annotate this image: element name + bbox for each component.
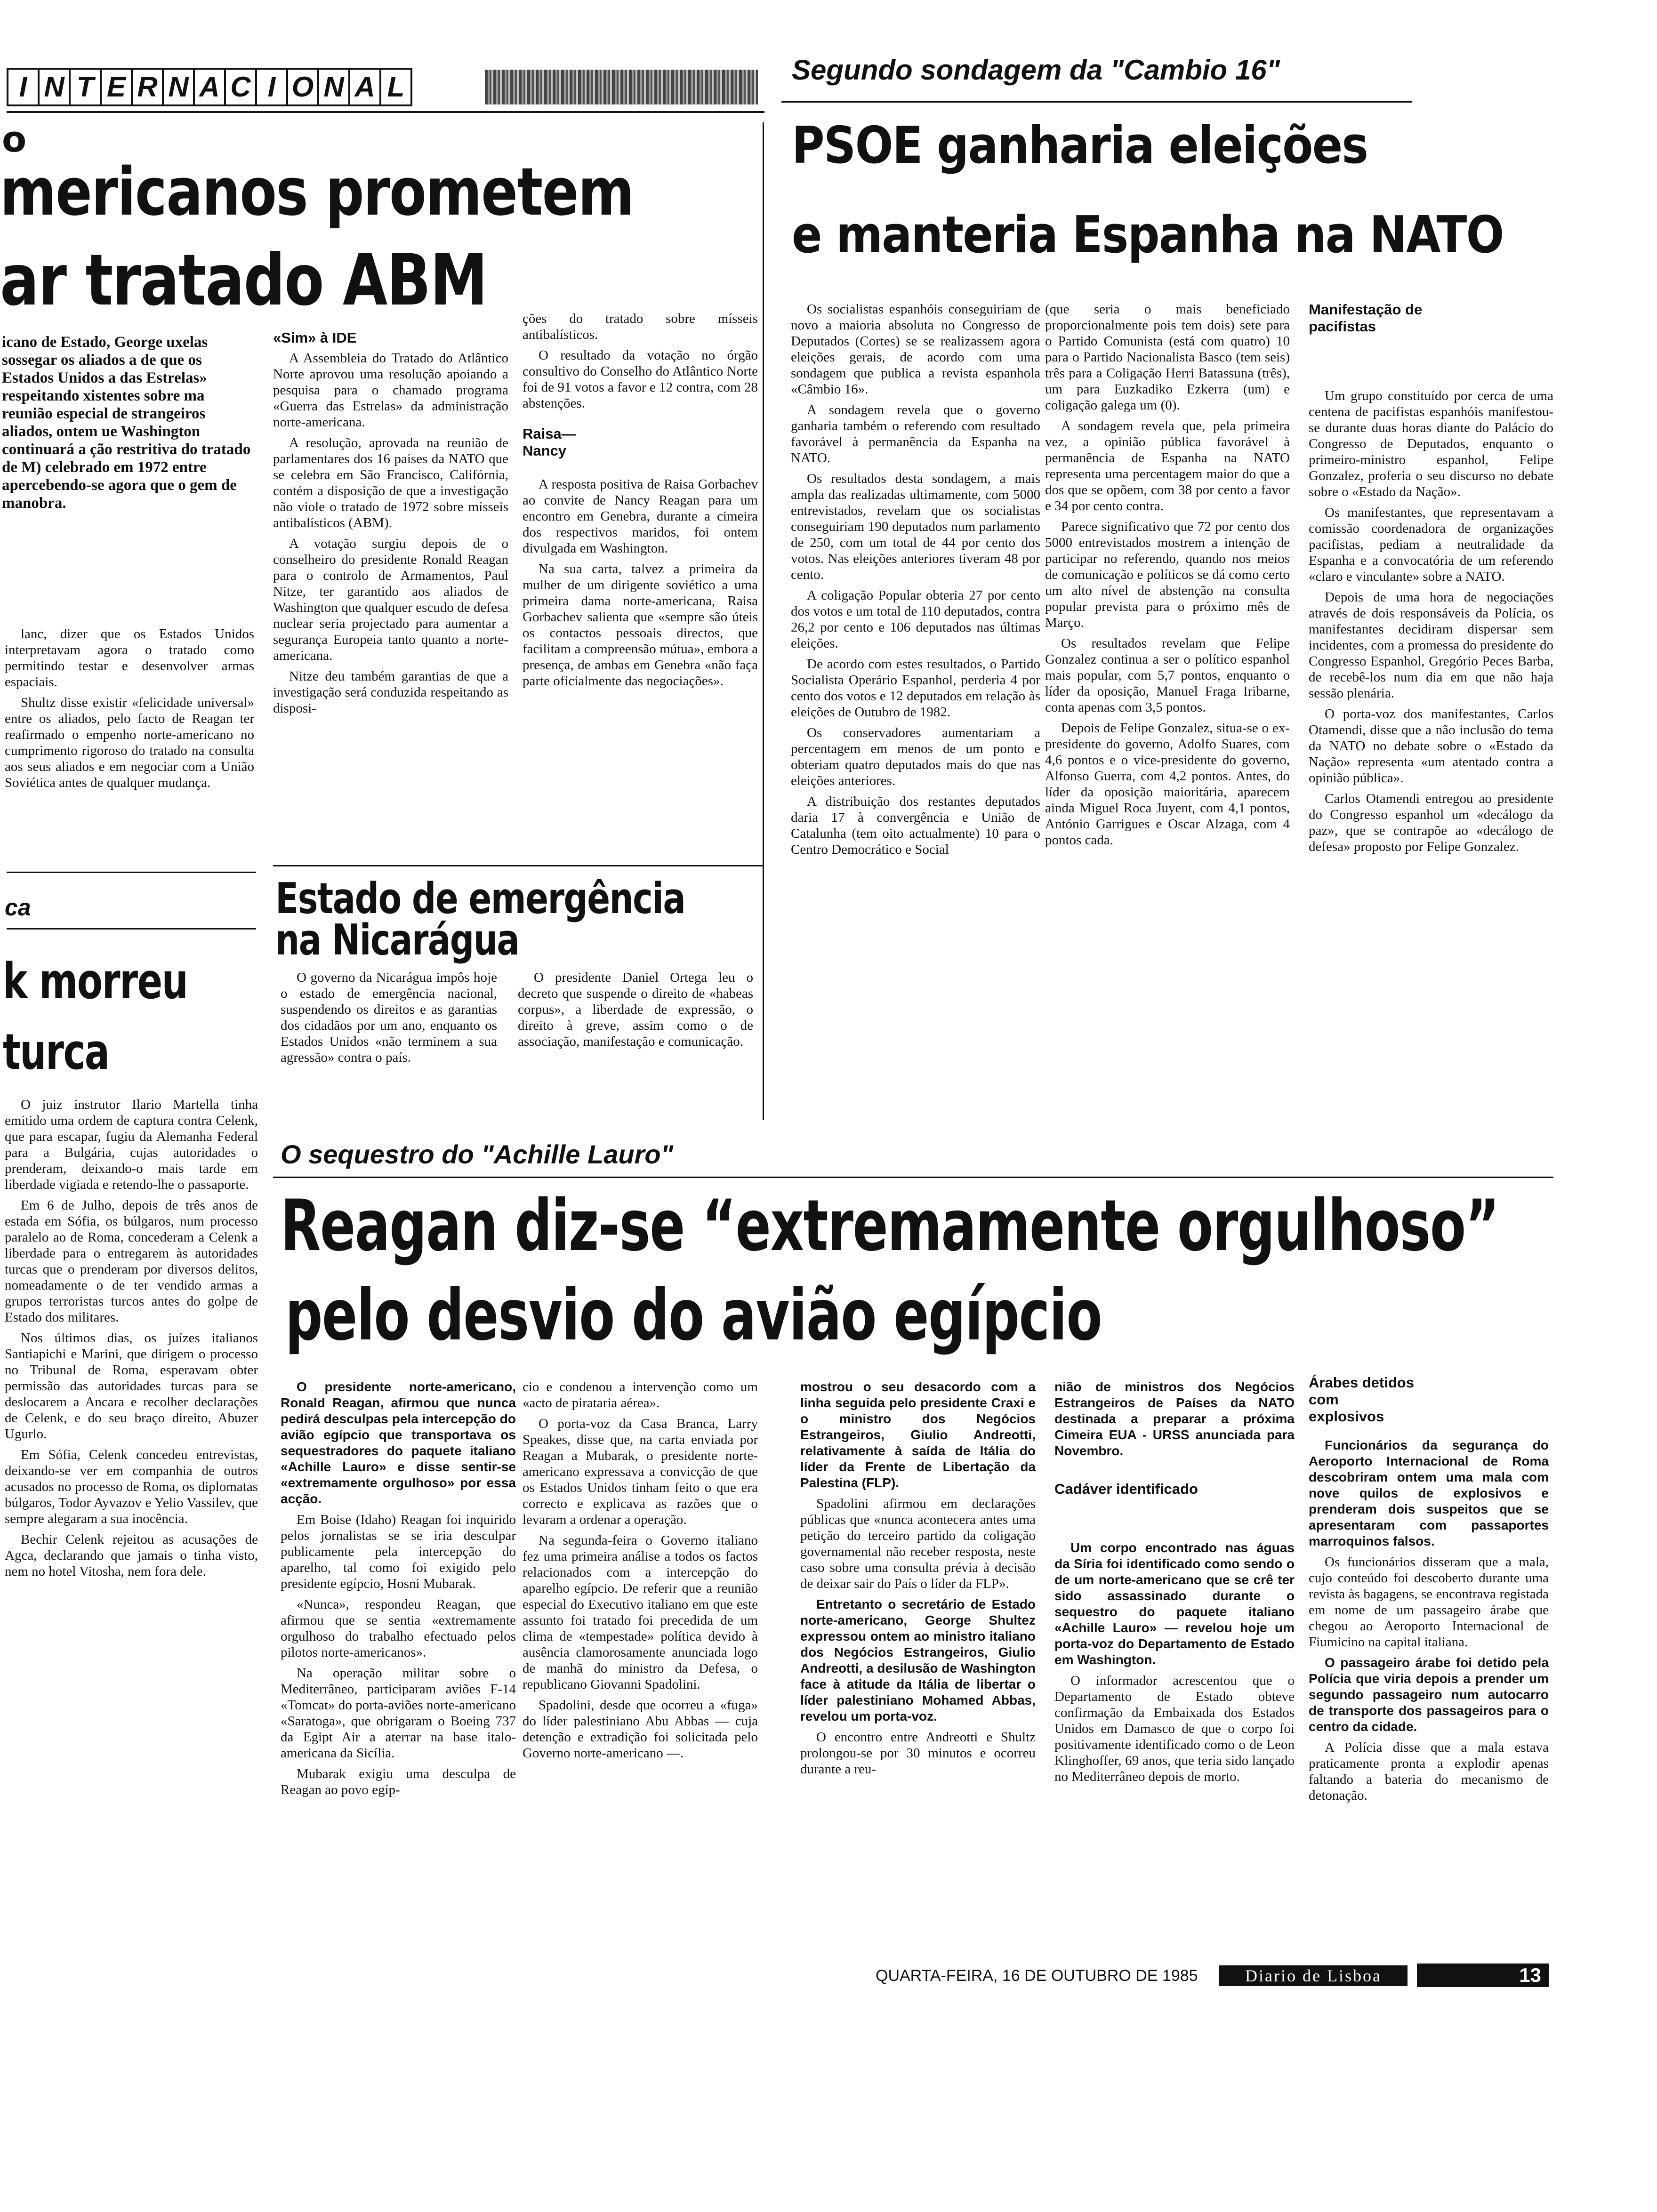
nicaragua-headline-line2: na Nicarágua bbox=[275, 915, 519, 965]
agca-rule bbox=[7, 872, 256, 873]
paragraph: Os funcionários disseram que a mala, cujo conteúdo foi descoberto durante uma revista às bagagens, se encontrava registada em nome de um passageiro árabe que chegou ao Aeroporto Internacional de Fiumicino na capital italiana. bbox=[1309, 1555, 1549, 1650]
paragraph: Os socialistas espanhóis conseguiriam de novo a maioria absoluta no Congresso de Deputados (Cortes) se se realizassem agora eleições gerais, de acordo com uma sondagem que publica a revista espanhola «Câmbio 16». bbox=[791, 302, 1040, 397]
abm-headline-line2: ar tratado ABM bbox=[0, 240, 487, 321]
paragraph: nião de ministros dos Negócios Estrangeiros de Países da NATO destinada a preparar a próxima Cimeira EUA - URSS anunciada para Novembro. bbox=[1054, 1379, 1295, 1458]
section-rule bbox=[7, 111, 764, 113]
psoe-rule bbox=[781, 101, 1412, 103]
paragraph: De acordo com estes resultados, o Partido Socialista Operário Espanhol, perderia 4 por cento dos votos e 12 deputados em relação às eleições de Outubro de 1982. bbox=[791, 657, 1040, 720]
paragraph: A sondagem revela que o governo ganharia também o referendo com resultado favorável à permanência da Espanha na NATO. bbox=[791, 402, 1040, 465]
footer-page-number: 13 bbox=[1417, 1964, 1549, 1987]
paragraph: Em Boise (Idaho) Reagan foi inquirido pelos jornalistas se se iria desculpar publicamente pela intercepção do aparelho, tal como foi exigido pelo presidente egípcio, Hosni Mubarak. bbox=[281, 1512, 516, 1591]
agca-body bbox=[5, 1097, 258, 1584]
paragraph: Carlos Otamendi entregou ao presidente do Congresso espanhol um «decálogo da paz», que se contrapõe ao «decálogo de defesa» proposto por Felipe Gonzalez. bbox=[1309, 791, 1553, 854]
subhead: Cadáver identificado bbox=[1054, 1481, 1198, 1497]
section-letter: I bbox=[7, 68, 40, 106]
abm-headline-line1: mericanos prometem bbox=[0, 154, 634, 231]
column-rule bbox=[763, 122, 764, 1120]
paragraph: Um corpo encontrado nas águas da Síria foi identificado como sendo o de um norte-americano que se crê ter sido assassinado durante o sequestro do paquete italiano «Achille Lauro» — revelou hoje um porta-voz do Departamento de Estado em Washington. bbox=[1054, 1540, 1295, 1667]
abm-col3 bbox=[523, 311, 758, 694]
paragraph: (que seria o mais beneficiado proporcionalmente pois tem dois) sete para o Partido Comunista (está com quatro) 10 para o Partido Nacionalista Basco (tem seis) três para a Coligação Herri Batassuna (três), um para Euzkadiko Ezkerra (um) e coligação galega um (0). bbox=[1045, 302, 1290, 413]
lauro-col2 bbox=[523, 1379, 758, 1766]
footer-date: QUARTA-FEIRA, 16 DE OUTUBRO DE 1985 bbox=[876, 1967, 1198, 1985]
section-letter: O bbox=[286, 68, 319, 106]
nicaragua-col1 bbox=[281, 970, 497, 1070]
paragraph: Shultz disse existir «felicidade universal» entre os aliados, pelo facto de Reagan ter reafirmado o empenho norte-americano no cumprimento rigoroso do tratado na consulta aos seus aliados e em negociar com a União Soviética antes de qualquer mudança. bbox=[5, 695, 254, 790]
paragraph: Em 6 de Julho, depois de três anos de estada em Sófia, os búlgaros, num processo paralelo ao de Roma, concederam a Celenk a liberdade para o entregarem às autoridades turcas que o prenderam por diversos delitos, nomeadamente o de ter vendido armas a grupos terroristas turcos antes do golpe de Estado dos militares. bbox=[5, 1198, 258, 1325]
nicaragua-col2 bbox=[518, 970, 753, 1054]
section-letter: R bbox=[131, 68, 164, 106]
paragraph: mostrou o seu desacordo com a linha seguida pelo presidente Craxi e o ministro dos Negócios Estrangeiros, Giulio Andreotti, relativamente à saída de Itália do líder da Frente de Libertação da Palestina (FLP). bbox=[800, 1379, 1036, 1490]
paragraph: Um grupo constituído por cerca de uma centena de pacifistas espanhóis manifestou-se durante duas horas diante do Palácio do Congresso de Deputados, enquanto o primeiro-ministro espanhol, Felipe Gonzalez, proferia o seu discurso no debate sobre o «Estado da Nação». bbox=[1309, 388, 1553, 499]
section-letter: N bbox=[38, 68, 71, 106]
paragraph: O encontro entre Andreotti e Shultz prolongou-se por 30 minutos e ocorreu durante a reu- bbox=[800, 1730, 1036, 1777]
psoe-col1 bbox=[791, 301, 1040, 862]
section-letter: N bbox=[162, 68, 195, 106]
paragraph: O resultado da votação no órgão consultivo do Conselho do Atlântico Norte foi de 91 votos a favor e 12 contra, com 28 abstenções. bbox=[523, 348, 758, 411]
paragraph: A sondagem revela que, pela primeira vez, a opinião pública favorável à permanência de Espanha na NATO representa uma percentagem maior do que a dos que se opõem, com 38 por cento a favor e 34 por cento contra. bbox=[1045, 418, 1290, 513]
paragraph: O porta-voz da Casa Branca, Larry Speakes, disse que, na carta enviada por Reagan a Mubarak, o presidente norte-americano expressava a convicção de que os Estados Unidos tinham feito o que era correcto e explicava as razões que o levaram a ordenar a operação. bbox=[523, 1416, 758, 1527]
paragraph: Depois de Felipe Gonzalez, situa-se o ex-presidente do governo, Adolfo Suares, com 4,6 pontos e o vice-presidente do governo, Alfonso Guerra, com 4,2 pontos. Antes, do líder da oposição maioritária, aparecem ainda Miguel Roca Juyent, com 4,1 pontos, António Garrigues e Oscar Alzaga, com 4 pontos cada. bbox=[1045, 721, 1290, 848]
lauro-rule bbox=[273, 1177, 1553, 1178]
nicaragua-rule bbox=[273, 865, 763, 866]
subhead: Raisa— Nancy bbox=[523, 425, 576, 459]
section-letter: A bbox=[348, 68, 381, 106]
abm-col1 bbox=[5, 626, 254, 795]
paragraph: Nitze deu também garantias de que a investigação será conduzida respeitando as disposi- bbox=[273, 669, 508, 716]
paragraph: A resposta positiva de Raisa Gorbachev ao convite de Nancy Reagan para um encontro em Genebra, durante a cimeira dos respectivos maridos, foi ontem divulgada em Washington. bbox=[523, 477, 758, 556]
paragraph: Mubarak exigiu uma desculpa de Reagan ao povo egíp- bbox=[281, 1766, 516, 1797]
paragraph: A distribuição dos restantes deputados daria 17 à convergência e União de Catalunha (tem oito actualmente) 10 para o Centro Democrático e Social bbox=[791, 794, 1040, 857]
abm-col2 bbox=[273, 329, 508, 721]
nicaragua-headline-line1: Estado de emergência bbox=[275, 874, 685, 923]
agca-headline-line2: turca bbox=[3, 1023, 109, 1081]
subhead: «Sim» à IDE bbox=[273, 329, 357, 346]
section-letter: L bbox=[379, 68, 412, 106]
paragraph: O presidente norte-americano, Ronald Reagan, afirmou que nunca pedirá desculpas pela intercepção do avião egípcio que transportava os sequestradores do paquete italiano «Achille Lauro» e disse sentir-se «extremamente orgulhoso» por essa acção. bbox=[281, 1379, 516, 1506]
lauro-kicker: O sequestro do "Achille Lauro" bbox=[281, 1139, 674, 1169]
psoe-col2 bbox=[1045, 301, 1290, 853]
paragraph: Nos últimos dias, os juízes italianos Santiapichi e Marini, que dirigem o processo no Tribunal de Roma, esperavam obter permissão das autoridades turcas para se deslocarem a Ancara e recolher declarações de Celenk, e do seu braço direito, Abuzer Ugurlo. bbox=[5, 1330, 258, 1442]
paragraph: A resolução, aprovada na reunião de parlamentares dos 16 países da NATO que se celebra em São Francisco, Califórnia, contém a disposição de que a investigação não viole o tratado de 1972 sobre mísseis antibalísticos (ABM). bbox=[273, 435, 508, 530]
lauro-headline-line2: pelo desvio do avião egípcio bbox=[285, 1274, 1102, 1356]
paragraph: Na operação militar sobre o Mediterrâneo, participaram aviões F-14 «Tomcat» do porta-aviões norte-americano «Saratoga», que obrigaram o Boeing 737 da Egipt Air a aterrar na base italo-americana da Sicília. bbox=[281, 1666, 516, 1761]
subhead: Árabes detidos com explosivos bbox=[1309, 1374, 1414, 1425]
section-letter: T bbox=[69, 68, 102, 106]
lauro-col5 bbox=[1309, 1374, 1549, 1808]
subhead: Manifestação de pacifistas bbox=[1309, 301, 1423, 335]
lauro-col4 bbox=[1054, 1379, 1295, 1789]
psoe-headline-line2: e manteria Espanha na NATO bbox=[792, 206, 1504, 264]
lauro-col3 bbox=[800, 1379, 1036, 1782]
paragraph: cio e condenou a intervenção como um «acto de pirataria aérea». bbox=[523, 1379, 758, 1411]
abm-fragment: o bbox=[2, 118, 27, 160]
paragraph: O governo da Nicarágua impôs hoje o estado de emergência nacional, suspendendo os direitos e as garantias dos cidadãos por um ano, enquanto os Estados Unidos «não terminem a sua agressão» contra o país. bbox=[281, 970, 497, 1065]
footer-paper-name: Diario de Lisboa bbox=[1219, 1965, 1408, 1986]
paragraph: Na segunda-feira o Governo italiano fez uma primeira análise a todos os factos relacionados com a intercepção do aparelho egípcio. De referir que a reunião especial do Executivo italiano em que este assunto foi tratado foi precedida de um clima de «tempestade» política devido à ausência clamorosamente anunciada logo de manhã do ministro da Defesa, o republicano Giovanni Spadolini. bbox=[523, 1533, 758, 1692]
lauro-headline-line1: Reagan diz-se “extremamente orgulhoso” bbox=[281, 1185, 1499, 1267]
paragraph: A Polícia disse que a mala estava praticamente pronta a explodir apenas faltando a bateria do mecanismo de detonação. bbox=[1309, 1740, 1549, 1803]
paragraph: O presidente Daniel Ortega leu o decreto que suspende o direito de «habeas corpus», a liberdade de expressão, o direito à greve, assim como o de associação, manifestação e comunicação. bbox=[518, 970, 753, 1049]
section-letter: E bbox=[100, 68, 133, 106]
section-letter: C bbox=[224, 68, 257, 106]
paragraph: Spadolini, desde que ocorreu a «fuga» do líder palestiniano Abu Abbas — cuja detenção e extradição foi solicitada pelo Governo norte-americano —. bbox=[523, 1698, 758, 1761]
paragraph: Bechir Celenk rejeitou as acusações de Agca, declarando que jamais o tinha visto, nem no hotel Vitosha, nem fora dele. bbox=[5, 1532, 258, 1579]
psoe-col3 bbox=[1309, 301, 1553, 859]
paragraph: lanc, dizer que os Estados Unidos interpretavam agora o tratado como permitindo testar e desenvolver armas espaciais. bbox=[5, 626, 254, 689]
paragraph: Funcionários da segurança do Aeroporto Internacional de Roma descobriram ontem uma mala com nove quilos de explosivos e prenderam dois suspeitos que se apresentaram com passaportes marroquinos falsos. bbox=[1309, 1438, 1549, 1548]
agca-rule2 bbox=[7, 928, 256, 930]
paragraph: A coligação Popular obteria 27 por cento dos votos e um total de 110 deputados, contra 26,2 por cento e 106 deputados nas últimas eleições. bbox=[791, 588, 1040, 651]
paragraph: Os resultados desta sondagem, a mais ampla das realizadas ultimamente, com 5000 entrevistados, revelam que os socialistas conseguiriam 190 deputados num parlamento de 250, com um total de 44 por cento dos votos. Nas eleições anteriores tiveram 48 por cento. bbox=[791, 471, 1040, 582]
psoe-kicker: Segundo sondagem da "Cambio 16" bbox=[792, 54, 1280, 86]
section-header bbox=[7, 68, 410, 106]
paragraph: O passageiro árabe foi detido pela Polícia que viria depois a prender um segundo passageiro num autocarro de transporte dos passageiros para o centro da cidade. bbox=[1309, 1655, 1549, 1734]
section-letter: I bbox=[255, 68, 288, 106]
paragraph: ções do tratado sobre mísseis antibalísticos. bbox=[523, 311, 758, 342]
section-letter: N bbox=[317, 68, 350, 106]
paragraph: Na sua carta, talvez a primeira da mulher de um dirigente soviético a uma primeira dama norte-americana, Raisa Gorbachev salienta que «sempre são úteis os contactos pessoais directos, que facilitam a compreensão mútua», embora a presença, de ambas em Genebra «não faça parte oficialmente das negociações». bbox=[523, 561, 758, 689]
agca-kicker: ca bbox=[5, 894, 31, 921]
paragraph: O porta-voz dos manifestantes, Carlos Otamendi, disse que a não inclusão do tema da NATO no debate sobre o «Estado da Nação» representa «um atentado contra a opinião pública». bbox=[1309, 706, 1553, 785]
paragraph: Em Sófia, Celenk concedeu entrevistas, deixando-se ver em companhia de outros acusados no processo de Roma, os diplomatas búlgaros, Todor Ayvazov e Yelio Vassilev, que sempre alegaram a sua inocência. bbox=[5, 1447, 258, 1526]
abm-lead: icano de Estado, George uxelas sossegar os aliados a de que os Estados Unidos a das Estrelas» respeitando xistentes sobre ma reunião especial de strangeiros aliados, ontem ue Washington continuará a ção restritiva do tratado de M) celebrado em 1972 entre apercebendo-se agora que o gem de manobra. bbox=[2, 334, 251, 512]
paragraph: Os resultados revelam que Felipe Gonzalez continua a ser o político espanhol mais popular, com 5,7 pontos, enquanto o líder da oposição, Manuel Fraga Iribarne, conta apenas com 3,5 pontos. bbox=[1045, 636, 1290, 715]
paragraph: Entretanto o secretário de Estado norte-americano, George Shultez expressou ontem ao ministro italiano dos Negócios Estrangeiros, Giulio Andreotti, a desilusão de Washington face à atitude da Itália de libertar o líder palestiniano Mohamed Abbas, revelou um porta-voz. bbox=[800, 1597, 1036, 1723]
paragraph: O juiz instrutor Ilario Martella tinha emitido uma ordem de captura contra Celenk, que para escapar, fugiu da Alemanha Federal para a Bulgária, cujas autoridades o prenderam, deixando-o mais tarde em liberdade vigiada e retendo-lhe o passaporte. bbox=[5, 1097, 258, 1192]
agca-headline-line1: k morreu bbox=[3, 953, 188, 1010]
paragraph: A votação surgiu depois de o conselheiro do presidente Ronald Reagan para o controlo de Armamentos, Paul Nitze, ter garantido aos aliados de Washington que qualquer escudo de defesa nuclear seria projectado para aumentar a segurança Europeia tanto quanto a norte-americana. bbox=[273, 536, 508, 663]
psoe-headline-line1: PSOE ganharia eleições bbox=[792, 116, 1368, 175]
lauro-col1 bbox=[281, 1379, 516, 1803]
paragraph: Spadolini afirmou em declarações públicas que «nunca acontecera antes uma petição do terceiro partido da coligação governamental não receber resposta, neste caso sobre uma consulta prévia à decisão de deixar sair do País o líder da FLP». bbox=[800, 1496, 1036, 1591]
paragraph: «Nunca», respondeu Reagan, que afirmou que se sentia «extremamente orgulhoso do trabalho efectuado pelos pilotos norte-americanos». bbox=[281, 1597, 516, 1660]
section-letter: A bbox=[193, 68, 226, 106]
paragraph: A Assembleia do Tratado do Atlântico Norte aprovou uma resolução apoiando a pesquisa para o chamado programa «Guerra das Estrelas» da administração norte-americana. bbox=[273, 351, 508, 430]
paragraph: O informador acrescentou que o Departamento de Estado obteve confirmação da Embaixada dos Estados Unidos em Damasco de que o corpo foi positivamente identificado como o de Leon Klinghoffer, 69 anos, que teria sido lançado no Mediterrâneo depois de morto. bbox=[1054, 1673, 1295, 1784]
paragraph: Os conservadores aumentariam a percentagem em menos de um ponto e obteriam quatro deputados mais do que nas eleições anteriores. bbox=[791, 725, 1040, 788]
paragraph: Depois de uma hora de negociações através de dois responsáveis da Polícia, os manifestantes decidiram dispersar sem incidentes, com a promessa do presidente do Congresso Espanhol, Gregório Peces Barba, de recebê-los num dia em que não haja sessão plenária. bbox=[1309, 590, 1553, 701]
paragraph: Parece significativo que 72 por cento dos 5000 entrevistados mostrem a intenção de participar no referendo, quando nos meios de comunicação e políticos se dá como certo um alto nível de abstenção na consulta popular prevista para o próximo mês de Março. bbox=[1045, 519, 1290, 630]
section-header-texture bbox=[485, 70, 758, 104]
paragraph: Os manifestantes, que representavam a comissão coordenadora de organizações pacifistas, pediam a neutralidade da Espanha e a convocatória de um referendo «claro e vinculante» sobre a NATO. bbox=[1309, 505, 1553, 584]
